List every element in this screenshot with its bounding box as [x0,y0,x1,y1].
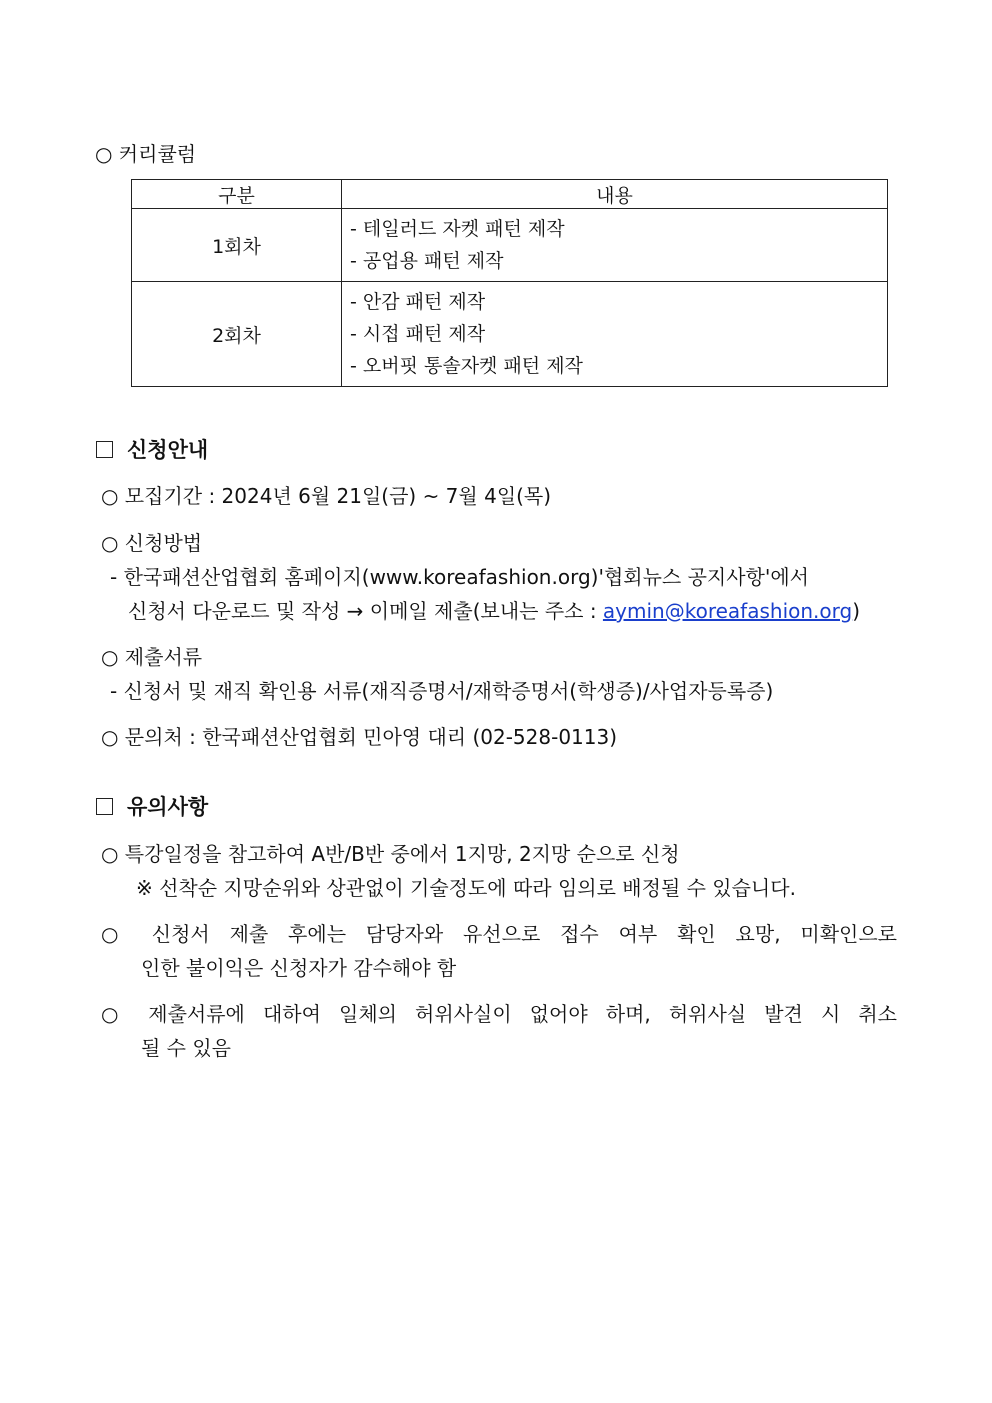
method-line2-prefix: 신청서 다운로드 및 작성 → 이메일 제출(보내는 주소 : [128,599,603,623]
apply-period: ○ 모집기간 : 2024년 6월 21일(금) ~ 7월 4일(목) [101,484,552,508]
table-row [132,209,888,282]
notes-heading-text: 유의사항 [127,795,209,819]
note-1-sub: ※ 선착순 지망순위와 상관없이 기술정도에 따라 임의로 배정될 수 있습니다. [136,876,796,900]
notes-heading [96,794,208,820]
note-3-line2: 될 수 있음 [141,1036,231,1060]
row-label: 1회차 [132,209,342,282]
header-category: 구분 [132,180,342,209]
docs-title: ○ 제출서류 [101,645,203,669]
apply-heading [96,437,208,463]
email-link[interactable]: aymin@koreafashion.org [602,599,853,623]
apply-heading-text: 신청안내 [127,438,209,462]
content-item: - 공업용 패턴 제작 [350,250,504,272]
note-2-line1: ○ 신청서 제출 후에는 담당자와 유선으로 접수 여부 확인 요망, 미확인으로 [101,922,897,946]
apply-method-line1: - 한국패션산업협회 홈페이지(www.koreafashion.org)'협회뉴스 공지사항'에서 [110,565,809,589]
row-content [342,282,888,387]
note-1: ○ 특강일정을 참고하여 A반/B반 중에서 1지망, 2지망 순으로 신청 [101,842,680,866]
content-item: - 오버핏 통솔자켓 패턴 제작 [350,355,583,377]
content-item: - 시접 패턴 제작 [350,323,486,345]
contact-line: ○ 문의처 : 한국패션산업협회 민아영 대리 (02-528-0113) [101,725,618,749]
table-header-row [132,180,888,209]
checkbox-square-icon [96,798,113,815]
row-label: 2회차 [132,282,342,387]
note-3-line1: ○ 제출서류에 대하여 일체의 허위사실이 없어야 하며, 허위사실 발견 시 취소 [101,1002,897,1026]
checkbox-square-icon [96,441,113,458]
table-row [132,282,888,387]
content-item: - 테일러드 자켓 패턴 제작 [350,218,565,240]
curriculum-title: ○ 커리큘럼 [95,142,197,166]
content-item: - 안감 패턴 제작 [350,291,486,313]
curriculum-table [131,179,888,387]
note-2-line2: 인한 불이익은 신청자가 감수해야 함 [141,956,457,980]
apply-method-title: ○ 신청방법 [101,531,203,555]
method-line2-suffix: ) [852,599,861,623]
apply-method-line2 [128,598,860,624]
docs-line: - 신청서 및 재직 확인용 서류(재직증명서/재학증명서(학생증)/사업자등록증) [110,679,774,703]
row-content [342,209,888,282]
header-content: 내용 [342,180,888,209]
